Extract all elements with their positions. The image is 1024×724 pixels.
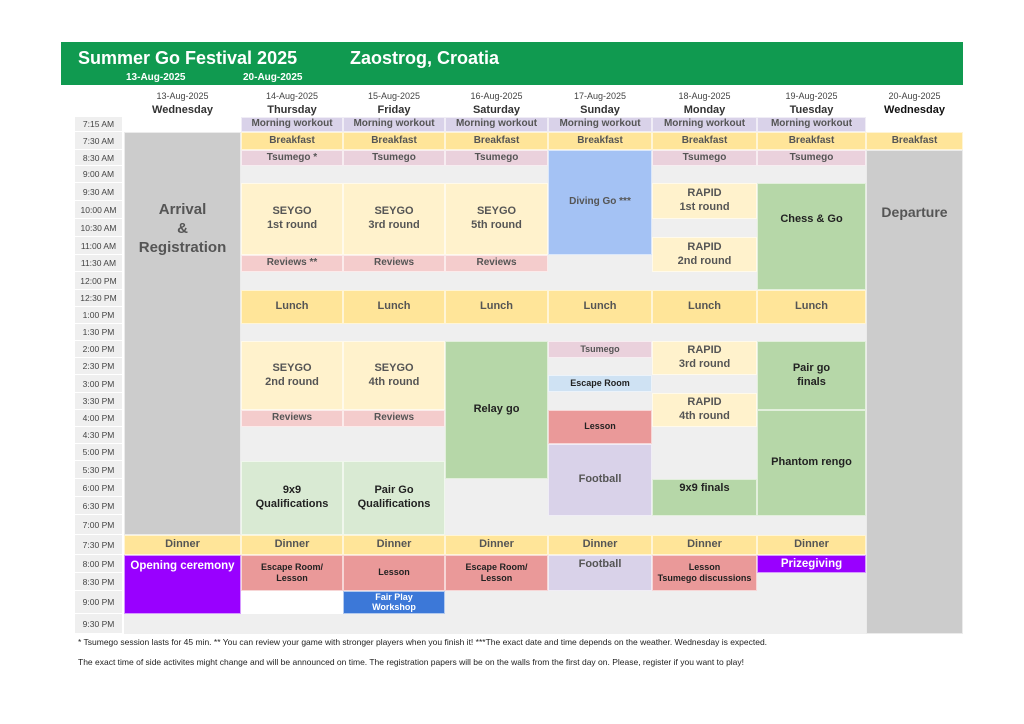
event-label: 1st round [679,201,730,213]
day-name: Sunday [580,104,620,116]
event-label: 3rd round [368,219,420,231]
day-name: Thursday [267,104,317,116]
time-label: 11:30 AM [75,255,122,272]
empty-slot [866,117,963,132]
dinner-event: Dinner [548,535,652,555]
time-label: 8:30 PM [75,573,122,591]
event-label: & [177,219,188,237]
event-label: Lesson [480,573,513,583]
dinner-event: Dinner [757,535,866,555]
lunch-event: Lunch [652,290,757,324]
day-header [124,90,241,118]
day-date: 15-Aug-2025 [367,91,421,101]
day-date: 13-Aug-2025 [156,91,209,101]
day-name: Saturday [472,104,521,116]
morning-workout-event: Morning workout [445,117,548,132]
event-label: SEYGO [272,361,312,374]
time-label: 7:15 AM [75,117,122,132]
day-name: Wednesday [152,104,213,116]
breakfast-event: Breakfast [445,132,548,150]
time-label: 6:00 PM [75,479,122,497]
event-label: Lesson [688,561,721,572]
football-event: Football [548,444,652,516]
empty-slot [241,591,343,614]
festival-end-date: 20-Aug-2025 [243,72,303,83]
time-label: 11:00 AM [75,237,122,255]
day-date: 19-Aug-2025 [785,91,838,101]
event-label: Opening ceremony [130,560,235,572]
dinner-event: Dinner [445,535,548,555]
time-label: 3:00 PM [75,375,122,393]
lesson-tsumego-discussions-event [652,555,757,591]
event-label: 1st round [266,219,318,231]
dinner-event: Dinner [124,535,241,555]
breakfast-event: Breakfast [757,132,866,150]
time-label: 12:00 PM [75,272,122,290]
time-label: 7:30 PM [75,535,122,555]
day-header [866,90,963,118]
phantom-rengo-event: Phantom rengo [757,410,866,516]
time-label: 1:00 PM [75,307,122,324]
time-label: 2:30 PM [75,358,122,375]
time-label: 7:00 PM [75,515,122,535]
day-date: 20-Aug-2025 [888,91,941,101]
relay-go-event: Relay go [445,341,548,479]
event-label: Pair Go [374,484,414,497]
event-label: SEYGO [476,205,517,218]
time-label: 12:30 PM [75,290,122,307]
time-label: 1:30 PM [75,324,122,341]
footnote-line: The exact time of side activites might change and will be announced on time. The registration papers will be on the walls from the first day on. Please, register if you want to play! [78,657,745,667]
day-date: 17-Aug-2025 [573,91,627,101]
event-label: SEYGO [272,205,312,218]
event-label: RAPID [687,344,722,357]
chess-and-go-event [757,183,866,290]
time-label: 10:00 AM [75,201,122,219]
day-header [241,90,343,118]
time-label: 8:30 AM [75,150,122,166]
time-label: 5:30 PM [75,461,122,479]
time-label: 2:00 PM [75,341,122,358]
festival-title: Summer Go Festival 2025 [78,48,298,68]
lunch-event: Lunch [343,290,445,324]
time-label: 4:00 PM [75,410,122,427]
tsumego-event: Tsumego * [241,150,343,166]
event-label: 4th round [368,375,420,388]
event-label: Lesson [276,573,308,583]
morning-workout-event: Morning workout [241,117,343,132]
opening-ceremony-event [124,555,241,614]
seygo-round-event [445,183,548,255]
time-label: 4:30 PM [75,427,122,444]
reviews-event: Reviews [445,255,548,272]
dinner-event: Dinner [241,535,343,555]
event-label: 2nd round [265,375,319,388]
prizegiving-event: Prizegiving [757,555,866,573]
seygo-round-event [241,183,343,255]
event-label: RAPID [687,187,722,200]
day-header [548,90,652,118]
seygo-round-event [241,341,343,410]
rapid-round-event [652,183,757,219]
event-label: 9x9 [282,484,302,497]
day-header [757,90,866,118]
lunch-event: Lunch [757,290,866,324]
reviews-event: Reviews ** [241,255,343,272]
tsumego-event: Tsumego [757,150,866,166]
rapid-round-event [652,393,757,427]
time-label: 9:00 PM [75,591,122,614]
seygo-round-event [343,341,445,410]
qualifications-event [241,461,343,535]
tsumego-event: Tsumego [548,341,652,358]
reviews-event: Reviews [343,255,445,272]
breakfast-event: Breakfast [548,132,652,150]
dinner-event: Dinner [343,535,445,555]
reviews-event: Reviews [343,410,445,427]
event-label: Qualifications [357,498,431,510]
time-label: 3:30 PM [75,393,122,410]
lunch-event: Lunch [548,290,652,324]
tsumego-event: Tsumego [343,150,445,166]
reviews-event: Reviews [241,410,343,427]
qualifications-event [343,461,445,535]
morning-workout-event: Morning workout [757,117,866,132]
day-header [445,90,548,118]
event-label: Departure [881,204,948,220]
event-label: RAPID [687,396,722,409]
dinner-event: Dinner [652,535,757,555]
event-label: Tsumego discussions [657,573,752,583]
day-header [652,90,757,118]
day-header [343,90,445,118]
lesson-event: Lesson [548,410,652,444]
event-label: Pair go [792,361,831,374]
event-label: Escape Room/ [260,561,324,572]
time-label: 9:30 PM [75,614,122,634]
lunch-event: Lunch [241,290,343,324]
time-label: 7:30 AM [75,132,122,150]
escape-room-lesson-event [241,555,343,591]
tsumego-event: Tsumego [445,150,548,166]
event-label: Qualifications [255,498,329,510]
event-label: Arrival [158,201,207,218]
lunch-event: Lunch [445,290,548,324]
day-date: 14-Aug-2025 [265,91,319,101]
event-label: Chess & Go [780,213,843,225]
day-name: Monday [683,104,726,116]
breakfast-event: Breakfast [866,132,963,150]
time-label: 5:00 PM [75,444,122,461]
escape-room-event: Escape Room [548,375,652,392]
event-label: Workshop [372,601,416,612]
event-label: SEYGO [374,361,414,374]
time-label: 8:00 PM [75,555,122,573]
event-label: RAPID [687,240,722,253]
event-label: Fair Play [375,591,413,602]
lesson-event: Lesson [343,555,445,591]
time-label: 10:30 AM [75,219,122,237]
escape-room-lesson-event [445,555,548,591]
day-date: 16-Aug-2025 [470,91,523,101]
rapid-round-event [652,237,757,272]
day-name: Friday [377,104,411,116]
event-label: 3rd round [678,358,731,370]
pair-go-finals-event [757,341,866,410]
seygo-round-event [343,183,445,255]
departure-event [866,150,963,634]
event-label: Football [578,558,622,570]
arrival-registration-event [124,132,241,535]
time-label: 9:00 AM [75,166,122,183]
tsumego-event: Tsumego [652,150,757,166]
event-label: 2nd round [677,254,732,267]
empty-slot [124,117,241,132]
day-date: 18-Aug-2025 [678,91,731,101]
breakfast-event: Breakfast [241,132,343,150]
breakfast-event: Breakfast [652,132,757,150]
time-label: 9:30 AM [75,183,122,201]
time-label: 6:30 PM [75,497,122,515]
breakfast-event: Breakfast [343,132,445,150]
festival-start-date: 13-Aug-2025 [126,72,186,83]
festival-location: Zaostrog, Croatia [350,48,500,68]
morning-workout-event: Morning workout [548,117,652,132]
event-label: Escape Room/ [465,561,528,572]
fair-play-workshop-event [343,591,445,614]
morning-workout-event: Morning workout [343,117,445,132]
event-label: 4th round [679,410,730,422]
event-label: Registration [138,238,227,256]
footnote-line: * Tsumego session lasts for 45 min. ** You can review your game with stronger players when you finish it! ***The exact date and time depends on the weather. Wednesday is expected. [78,637,768,647]
event-label: SEYGO [374,205,414,218]
event-label: 5th round [471,219,522,231]
football-event [548,555,652,591]
event-label: finals [797,375,826,388]
day-name: Tuesday [789,104,834,116]
morning-workout-event: Morning workout [652,117,757,132]
rapid-round-event [652,341,757,375]
diving-go-event: Diving Go *** [548,150,652,255]
day-name: Wednesday [884,104,945,116]
9x9-finals-event: 9x9 finals [652,479,757,516]
